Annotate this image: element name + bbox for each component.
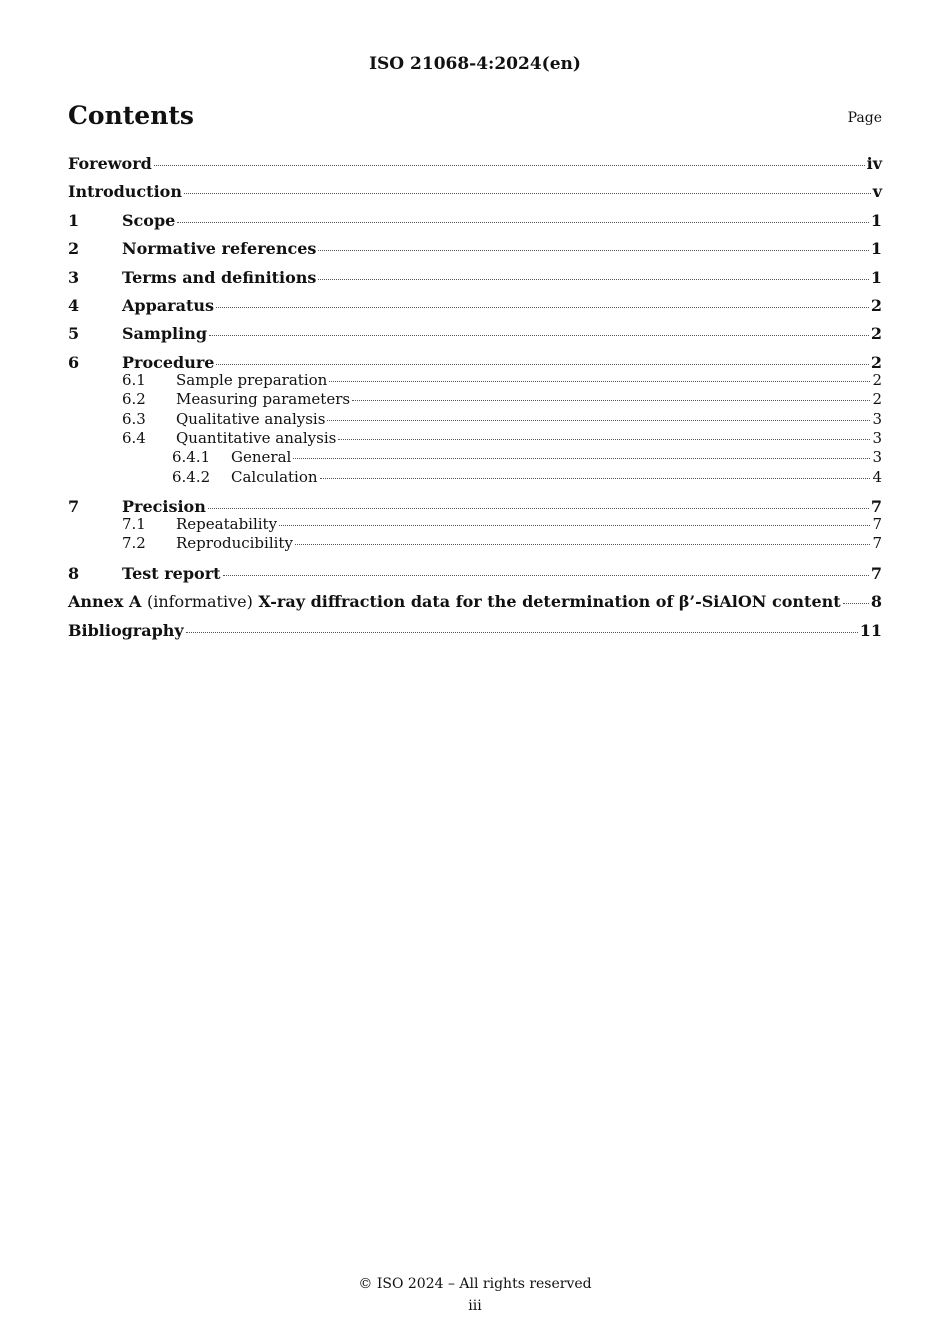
toc-entry-precision[interactable]: [68, 496, 882, 515]
dot-leader: [843, 603, 869, 604]
toc-entry-title: Qualitative analysis: [176, 409, 326, 428]
toc-entry-title: Normative references: [122, 239, 317, 259]
toc-entry-number: 7.2: [122, 534, 146, 553]
dot-leader: [279, 525, 870, 526]
toc-entry-number: 6.2: [122, 390, 146, 409]
toc-entry-number: 2: [68, 239, 80, 259]
toc-entry-title: [68, 591, 841, 613]
toc-entry-page: 8: [870, 592, 882, 612]
dot-leader: [318, 279, 868, 280]
toc-entry-procedure[interactable]: [68, 352, 882, 371]
toc-entry-page: 1: [870, 239, 882, 259]
dot-leader: [216, 364, 868, 365]
toc-entry-test-report[interactable]: [68, 563, 882, 591]
toc-entry-qualitative-analysis[interactable]: [68, 410, 882, 429]
toc-entry-number: 6.4.1: [172, 448, 211, 467]
toc-entry-title: Measuring parameters: [176, 390, 351, 409]
toc-entry-title: Sampling: [122, 324, 208, 344]
toc-entry-title: Procedure: [122, 352, 215, 372]
toc-entry-number: 1: [68, 210, 80, 230]
toc-entry-sampling[interactable]: [68, 323, 882, 351]
toc-entry-title: Sample preparation: [176, 370, 328, 389]
toc-entry-number: 5: [68, 324, 80, 344]
toc-entry-foreword[interactable]: [68, 153, 882, 181]
toc-entry-number: 3: [68, 267, 80, 287]
toc-entry-number: 7: [68, 497, 80, 517]
toc-entry-repeatability[interactable]: [68, 515, 882, 534]
toc-entry-page: 2: [870, 295, 882, 315]
toc-entry-page: 3: [872, 448, 882, 467]
toc-entry-number: 6.4: [122, 428, 146, 447]
annex-title: X-ray diffraction data for the determination of β’-SiAlON content: [258, 592, 841, 612]
dot-leader: [184, 193, 871, 194]
toc-entry-page: 7: [870, 497, 882, 517]
document-id-header: ISO 21068-4:2024(en): [369, 54, 581, 74]
toc-entry-number: 6: [68, 352, 80, 372]
toc-entry-number: 6.1: [122, 370, 146, 389]
page-column-label: Page: [847, 110, 882, 126]
toc-entry-terms-and-definitions[interactable]: [68, 267, 882, 295]
toc-entry-page: 7: [872, 515, 882, 534]
toc-entry-title: Apparatus: [122, 295, 214, 315]
toc-entry-title: Bibliography: [68, 620, 184, 640]
dot-leader: [329, 381, 870, 382]
toc-entry-page: 1: [870, 210, 882, 230]
toc-entry-page: 2: [872, 390, 882, 409]
annex-qualifier: (informative): [146, 592, 253, 612]
toc-entry-apparatus[interactable]: [68, 295, 882, 323]
toc-entry-sample-preparation[interactable]: [68, 371, 882, 390]
dot-leader: [186, 632, 858, 633]
dot-leader: [177, 222, 869, 223]
dot-leader: [223, 575, 869, 576]
toc-entry-number: 8: [68, 563, 80, 583]
toc-entry-page: 7: [872, 534, 882, 553]
dot-leader: [320, 478, 871, 479]
toc-entry-title: Quantitative analysis: [176, 428, 337, 447]
toc-entry-title: Repeatability: [176, 515, 278, 534]
toc-entry-page: 3: [872, 428, 882, 447]
toc-entry-title: Terms and definitions: [122, 267, 317, 287]
dot-leader: [318, 250, 868, 251]
toc-entry-number: 6.3: [122, 409, 146, 428]
toc-entry-number: 7.1: [122, 515, 146, 534]
toc-entry-page: 3: [872, 409, 882, 428]
toc-entry-title: Reproducibility: [176, 534, 293, 553]
toc-entry-number: 6.4.2: [172, 467, 211, 486]
toc-entry-page: 11: [859, 620, 882, 640]
dot-leader: [154, 165, 865, 166]
table-of-contents: [68, 153, 882, 648]
toc-entry-page: v: [872, 182, 882, 202]
toc-entry-page: iv: [866, 154, 882, 173]
toc-entry-title: General: [231, 448, 292, 467]
toc-entry-general[interactable]: [68, 448, 882, 467]
toc-entry-title: Scope: [122, 210, 176, 230]
page-number: iii: [468, 1298, 482, 1314]
toc-entry-normative-references[interactable]: [68, 238, 882, 266]
annex-label: Annex A: [68, 592, 142, 612]
toc-entry-title: Calculation: [231, 467, 318, 486]
toc-entry-page: 1: [870, 267, 882, 287]
toc-entry-introduction[interactable]: [68, 181, 882, 209]
dot-leader: [338, 439, 870, 440]
dot-leader: [327, 420, 870, 421]
toc-entry-title: Precision: [122, 497, 206, 517]
dot-leader: [352, 400, 870, 401]
toc-entry-page: 4: [872, 467, 882, 486]
toc-entry-bibliography[interactable]: [68, 620, 882, 648]
toc-entry-annex-a[interactable]: [68, 591, 882, 619]
toc-entry-page: 2: [872, 370, 882, 389]
toc-entry-reproducibility[interactable]: [68, 534, 882, 562]
dot-leader: [208, 508, 869, 509]
toc-entry-page: 2: [870, 352, 882, 372]
toc-entry-scope[interactable]: [68, 210, 882, 238]
toc-entry-calculation[interactable]: [68, 468, 882, 496]
contents-heading: Contents: [68, 101, 195, 130]
copyright-footer: © ISO 2024 – All rights reserved: [358, 1276, 592, 1292]
dot-leader: [295, 544, 871, 545]
toc-entry-number: 4: [68, 295, 80, 315]
toc-entry-title: Foreword: [68, 154, 152, 173]
toc-entry-quantitative-analysis[interactable]: [68, 429, 882, 448]
toc-entry-title: Introduction: [68, 182, 182, 202]
dot-leader: [216, 307, 869, 308]
dot-leader: [209, 335, 869, 336]
toc-entry-title: Test report: [122, 563, 221, 583]
toc-entry-measuring-parameters[interactable]: [68, 390, 882, 409]
toc-entry-page: 7: [870, 563, 882, 583]
dot-leader: [293, 458, 870, 459]
toc-entry-page: 2: [870, 324, 882, 344]
